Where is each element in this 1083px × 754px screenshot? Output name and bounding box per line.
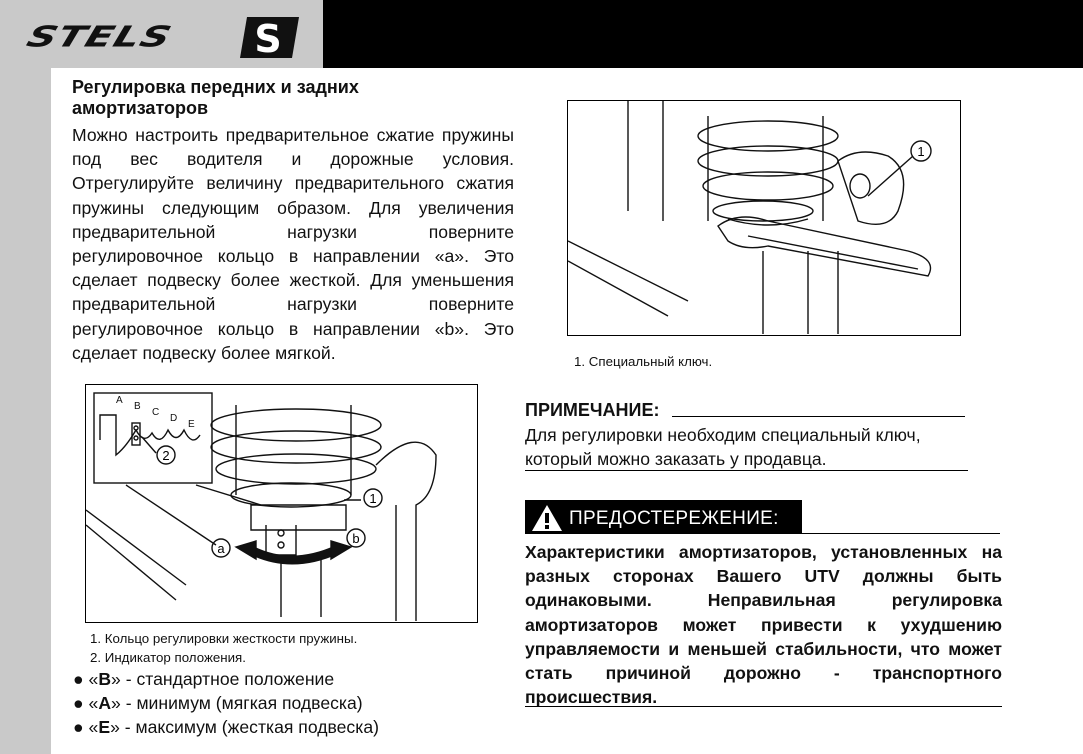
warning-title: ПРЕДОСТЕРЕЖЕНИЕ:: [569, 508, 779, 529]
spring-adjuster-illustration: [86, 385, 476, 621]
warning-bottom-rule: [525, 706, 1002, 707]
special-wrench-illustration: [568, 101, 959, 334]
figure-spring-adjuster: [85, 384, 478, 623]
list-item: ● «E» - максимум (жесткая подвеска): [73, 717, 379, 737]
list-item: ● «A» - минимум (мягкая подвеска): [73, 693, 363, 713]
note-title-underline: [672, 416, 965, 417]
warning-title-underline: [802, 533, 1000, 534]
note-body: Для регулировки необходим специальный ключ, который можно заказать у продавца.: [525, 425, 921, 469]
position-label-c: C: [152, 407, 160, 418]
position-label-a: A: [116, 395, 123, 406]
position-list: [73, 667, 379, 739]
brand-badge-letter: S: [254, 17, 282, 60]
header-black-bar: [323, 0, 1083, 68]
logo-area: [0, 0, 323, 68]
section-heading: Регулировка передних и задних амортизаторов: [72, 77, 359, 118]
position-label-b: B: [134, 401, 141, 412]
figure-left-caption-2: 2. Индикатор положения.: [90, 650, 246, 665]
callout-1-label: 1: [369, 491, 377, 506]
brand-logo-text: STELS: [22, 20, 177, 54]
warning-body: Характеристики амортизаторов, установленных на разных сторонах Вашего UTV должны быть одинаковыми. Неправильная регулировка амортизаторов может привести к ухудшению управляемости и меньшей стабильности, что может стать причиной дорожно - транспортного происшествия.: [525, 542, 1002, 708]
position-label-d: D: [170, 413, 178, 424]
arrow-a-label: a: [217, 541, 225, 556]
note-bottom-rule: [525, 470, 968, 471]
figure-right-caption: 1. Специальный ключ.: [574, 354, 713, 369]
note-title: ПРИМЕЧАНИЕ:: [525, 400, 660, 420]
warning-triangle-icon: [531, 504, 563, 532]
section-body: [72, 123, 514, 365]
left-sidebar-strip: [0, 0, 51, 754]
warning-title-bar: [525, 500, 802, 534]
position-label-e: E: [188, 419, 195, 430]
callout-2-label: 2: [162, 448, 170, 463]
section-body-paragraph: Можно настроить предварительное сжатие пружины под вес водителя и дорожные условия. Отрегулируйте величину предварительного сжатия пружины следующим образом. Для увеличения предварительной нагрузки поверните регулировочное кольцо в направлении «a». Это сделает подвеску более жесткой. Для уменьшения предварительной нагрузки поверните регулировочное кольцо в направлении «b». Это сделает подвеску более мягкой.: [72, 125, 514, 363]
figure-left-caption-1: 1. Кольцо регулировки жесткости пружины.: [90, 631, 358, 646]
callout-1-label: 1: [917, 144, 925, 159]
list-item: ● «B» - стандартное положение: [73, 669, 335, 689]
figure-special-wrench: [567, 100, 961, 336]
brand-badge-icon: [237, 15, 302, 60]
arrow-b-label: b: [352, 531, 360, 546]
